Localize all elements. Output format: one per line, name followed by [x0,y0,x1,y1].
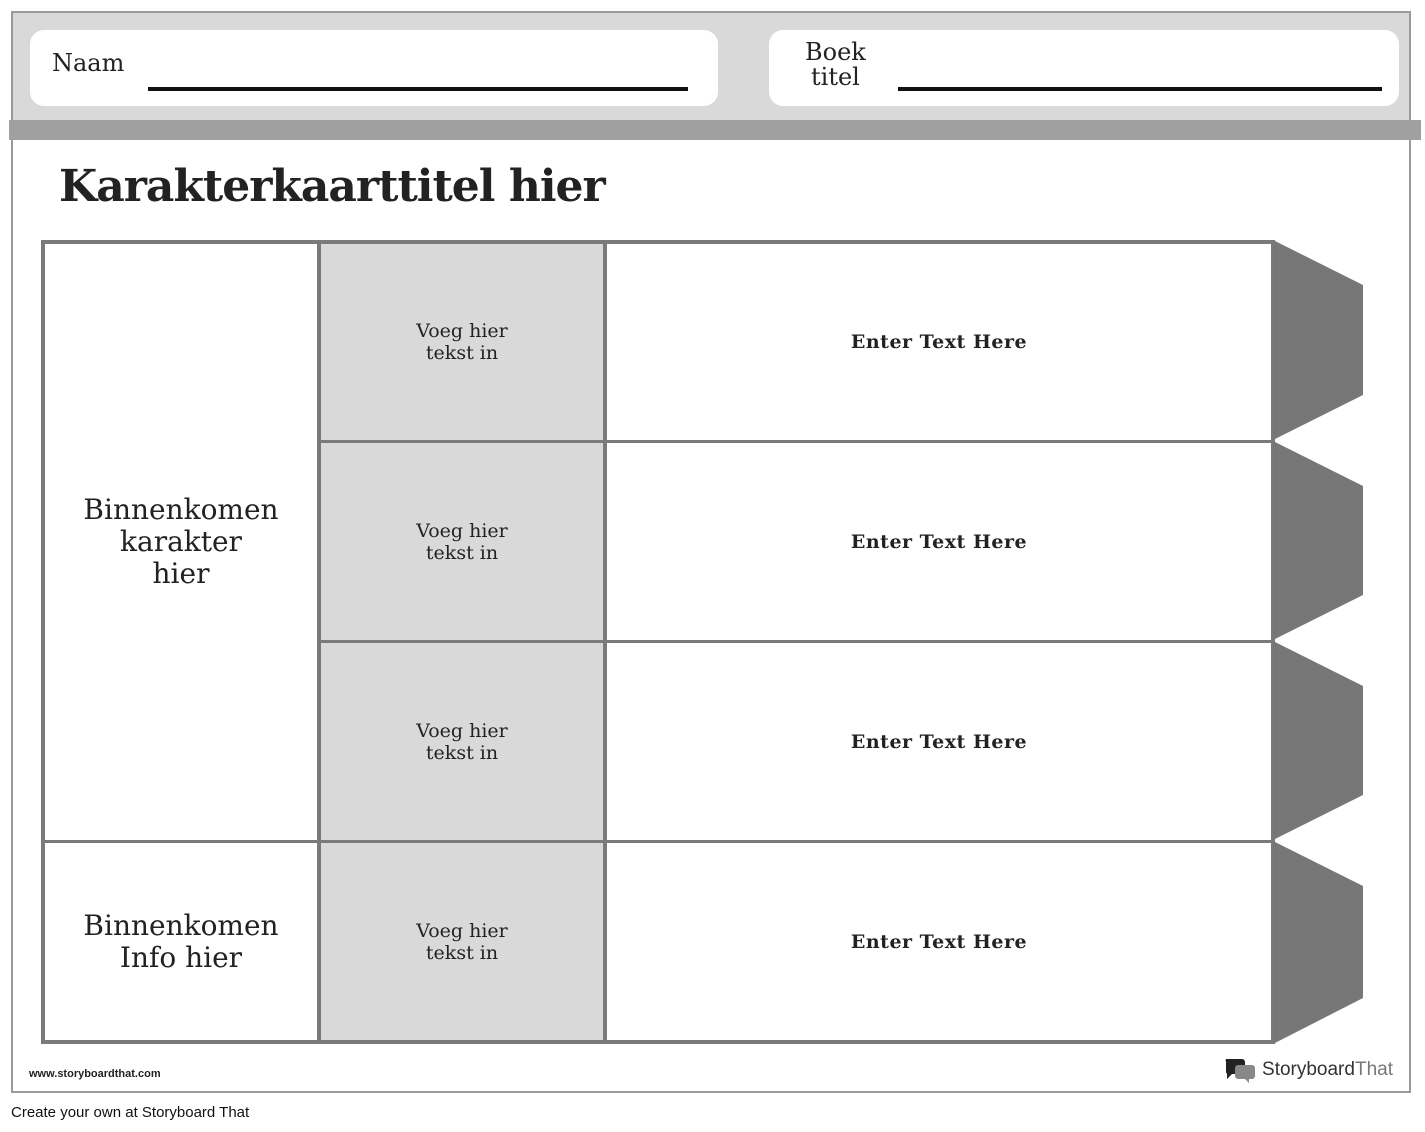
character-name-cell[interactable] [45,244,317,840]
prompt-line2: tekst in [425,941,499,964]
prompt-cell[interactable] [321,244,603,440]
row-arrow-tab-2 [1273,441,1363,640]
grid-bottom-border [41,1040,1275,1044]
prompt-line2: tekst in [425,541,499,564]
page-title: Karakterkaarttitel hier [59,161,605,212]
character-name-line3: hier [152,557,210,590]
name-field-box[interactable] [30,30,718,106]
book-title-label-line1: Boek [805,38,866,66]
character-name-line1: Binnenkomen [83,493,279,526]
prompt-cell[interactable] [321,643,603,840]
name-label: Naam [52,49,125,77]
row-arrow-tabs [1273,240,1365,1044]
storyboardthat-logo [1224,1057,1393,1083]
book-title-input-line[interactable] [898,87,1382,91]
text-cell-label: Enter Text Here [850,730,1028,753]
row-arrow-tab-1 [1273,240,1363,440]
text-cell-label: Enter Text Here [850,530,1028,553]
character-info-line1: Binnenkomen [83,908,279,942]
book-title-label-line2: titel [811,63,860,91]
header-divider-bar [9,120,1421,140]
character-name-line2: karakter [120,525,242,558]
prompt-cell[interactable] [321,843,603,1040]
prompt-line1: Voeg hier [416,919,508,942]
row-arrow-tab-3 [1273,641,1363,840]
brand-story-text: Storyboard [1262,1059,1355,1080]
character-info-cell[interactable] [45,843,317,1040]
row-arrow-tab-4 [1273,841,1363,1044]
character-info-line2: Info hier [119,940,243,974]
text-cell[interactable] [607,643,1271,840]
prompt-line2: tekst in [425,741,499,764]
prompt-line1: Voeg hier [416,519,508,542]
prompt-cell[interactable] [321,443,603,640]
text-cell[interactable] [607,443,1271,640]
name-input-line[interactable] [148,87,688,91]
prompt-line1: Voeg hier [416,320,508,342]
brand-that-text: That [1354,1059,1393,1080]
worksheet [11,11,1411,1093]
create-your-own-link[interactable]: Create your own at Storyboard That [11,1104,250,1121]
prompt-line1: Voeg hier [416,719,508,742]
prompt-line2: tekst in [425,342,499,364]
speech-bubbles-icon [1224,1057,1256,1083]
text-cell-label: Enter Text Here [850,331,1028,353]
book-title-label [805,40,866,90]
website-url: www.storyboardthat.com [29,1068,161,1080]
text-cell[interactable] [607,843,1271,1040]
text-cell-label: Enter Text Here [850,930,1028,953]
book-title-field-box[interactable] [769,30,1399,106]
text-cell[interactable] [607,244,1271,440]
